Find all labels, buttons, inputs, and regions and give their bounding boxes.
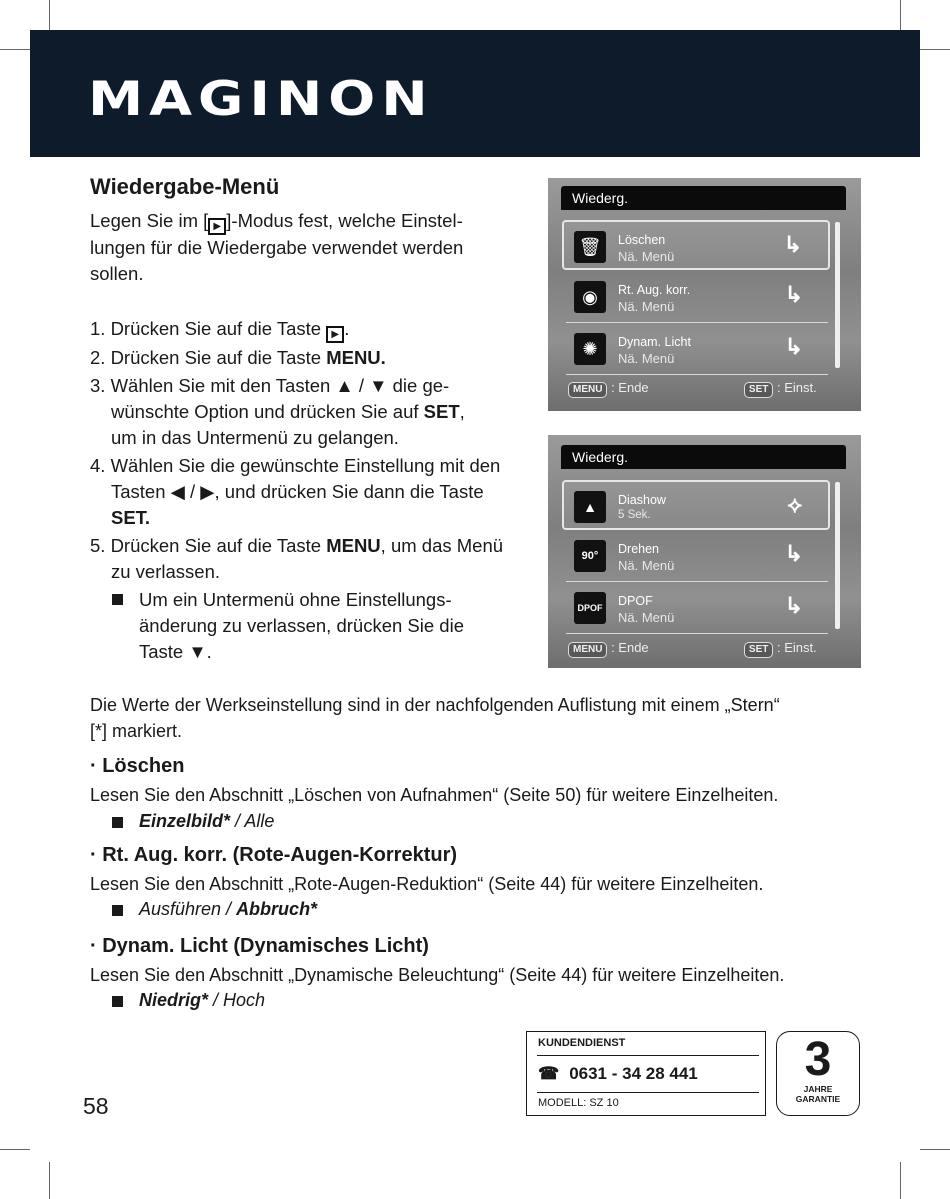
phone-number: 0631 - 34 28 441 — [569, 1064, 698, 1083]
section-desc-loeschen: Lesen Sie den Abschnitt „Löschen von Aufnahmen“ (Seite 50) für weitere Einzelheiten. — [90, 785, 779, 805]
option-bullet — [112, 905, 123, 916]
options-loeschen: Einzelbild* / Alle — [139, 811, 275, 831]
menu-key-badge: MENU — [568, 642, 607, 658]
crop-mark — [49, 1162, 50, 1199]
camera-screen-1 — [548, 178, 861, 411]
menu-divider — [566, 581, 828, 582]
service-phone — [538, 1064, 698, 1084]
menu-divider — [566, 322, 828, 323]
menu-row-label: Dynam. Licht — [618, 335, 691, 349]
menu-scrollbar[interactable] — [835, 482, 840, 629]
menu-row-rotate[interactable] — [564, 531, 829, 581]
menu-row-label: DPOF — [618, 594, 653, 608]
dpof-icon: DPOF — [574, 592, 606, 624]
submenu-arrow-icon: ↳ — [784, 282, 803, 307]
note-line-3: Taste ▼. — [139, 641, 212, 662]
menu-row-label: Diashow — [618, 493, 666, 507]
submenu-arrow-icon: ↳ — [784, 334, 803, 359]
section-desc-red-eye: Lesen Sie den Abschnitt „Rote-Augen-Reduktion“ (Seite 44) für weitere Einzelheiten. — [90, 874, 764, 894]
submenu-arrow-icon: ↳ — [784, 593, 803, 618]
menu-row-sub: Nä. Menü — [618, 558, 675, 573]
warranty-label-2: GARANTIE — [795, 1094, 841, 1104]
menu-row-loeschen[interactable] — [562, 220, 830, 270]
menu-row-label: Löschen — [618, 233, 666, 247]
menu-row-sub: Nä. Menü — [618, 610, 675, 625]
crop-mark — [0, 49, 30, 50]
menu-row-red-eye[interactable] — [564, 272, 829, 322]
set-key-badge: SET — [744, 642, 773, 658]
step-4-line-1: 4. Wählen Sie die gewünschte Einstellung mit den — [90, 455, 501, 476]
section-title-dynamic-light: · Dynam. Licht (Dynamisches Licht) — [90, 935, 429, 957]
service-divider — [537, 1055, 759, 1056]
options-red-eye: Ausführen / Abbruch* — [139, 899, 318, 919]
warranty-years: 3 — [804, 1033, 832, 1086]
section-title-loeschen: · Löschen — [90, 755, 185, 777]
crop-mark — [49, 0, 50, 30]
note-line-1: Um ein Untermenü ohne Einstellungs- — [139, 589, 452, 610]
crop-mark — [920, 49, 950, 50]
set-key-badge: SET — [744, 382, 773, 398]
crop-mark — [900, 1162, 901, 1199]
page-number: 58 — [83, 1093, 109, 1119]
dynamic-light-icon: ✺ — [574, 333, 606, 365]
menu-divider — [566, 633, 828, 634]
screen-2-footer — [568, 640, 817, 658]
service-divider — [537, 1092, 759, 1093]
steps-list — [90, 316, 540, 665]
screen-1-footer — [568, 380, 817, 398]
menu-row-sub: Nä. Menü — [618, 299, 675, 314]
warranty-badge — [776, 1031, 860, 1116]
options-dynamic-light: Niedrig* / Hoch — [139, 990, 266, 1010]
rotate-icon: 90° — [574, 540, 606, 572]
screen-1-title: Wiederg. — [561, 186, 846, 210]
step-4-line-3: SET. — [111, 507, 151, 528]
section-title-red-eye: · Rt. Aug. korr. (Rote-Augen-Korrektur) — [90, 844, 458, 866]
intro-line-1: Legen Sie im [ ▶ ]-Modus fest, welche Einstel- — [90, 208, 530, 235]
menu-row-dpof[interactable] — [564, 583, 829, 633]
camera-screen-2 — [548, 435, 861, 668]
intro-line-3: sollen. — [90, 263, 144, 284]
crop-mark — [920, 1149, 950, 1150]
slideshow-interval-icon: ⟡ — [787, 492, 802, 517]
defaults-note — [90, 692, 870, 744]
menu-key-badge: MENU — [568, 382, 607, 398]
set-key-text: : Einst. — [777, 380, 817, 395]
step-4-line-2: Tasten ◀ / ▶, und drücken Sie dann die Taste — [111, 481, 484, 502]
menu-row-dynamic-light[interactable] — [564, 324, 829, 374]
trash-icon: 🗑 — [574, 231, 606, 263]
section-desc-dynamic-light: Lesen Sie den Abschnitt „Dynamische Beleuchtung“ (Seite 44) für weitere Einzelheiten. — [90, 965, 785, 985]
playback-key-icon: ▶ — [326, 326, 344, 343]
brand-logo: MAGINON — [88, 72, 434, 127]
step-1: 1. Drücken Sie auf die Taste ▶ . — [90, 316, 540, 343]
menu-row-sub: Nä. Menü — [618, 351, 675, 366]
submenu-arrow-icon: ↳ — [783, 232, 802, 257]
step-3-line-3: um in das Untermenü zu gelangen. — [111, 427, 399, 448]
page-heading: Wiedergabe-Menü — [90, 174, 280, 199]
menu-row-slideshow[interactable] — [562, 480, 830, 530]
step-5-line-1: 5. Drücken Sie auf die Taste MENU, um das Menü — [90, 535, 504, 556]
menu-row-sub: 5 Sek. — [618, 509, 651, 521]
menu-row-label: Drehen — [618, 542, 659, 556]
note-line-2: änderung zu verlassen, drücken Sie die — [139, 615, 464, 636]
slideshow-icon: ▲ — [574, 491, 606, 523]
menu-key-text: : Ende — [611, 380, 649, 395]
set-key-text: : Einst. — [777, 640, 817, 655]
warranty-label-1: JAHRE — [803, 1084, 833, 1094]
red-eye-icon: ◉ — [574, 281, 606, 313]
note-bullet — [112, 594, 123, 605]
customer-service-box — [526, 1031, 766, 1116]
service-title: KUNDENDIENST — [538, 1037, 626, 1049]
step-3-line-2: wünschte Option und drücken Sie auf SET, — [111, 401, 465, 422]
step-3-line-1: 3. Wählen Sie mit den Tasten ▲ / ▼ die ge- — [90, 375, 450, 396]
crop-mark — [900, 0, 901, 30]
option-bullet — [112, 817, 123, 828]
defaults-note-line-1: Die Werte der Werkseinstellung sind in der nachfolgenden Auflistung mit einem „Stern“ — [90, 695, 780, 715]
playback-mode-icon: ▶ — [208, 218, 226, 235]
screen-2-title: Wiederg. — [561, 445, 846, 469]
menu-key-text: : Ende — [611, 640, 649, 655]
submenu-arrow-icon: ↳ — [784, 541, 803, 566]
intro-paragraph — [90, 208, 530, 287]
menu-divider — [566, 374, 828, 375]
service-model: MODELL: SZ 10 — [538, 1097, 619, 1109]
step-2: 2. Drücken Sie auf die Taste MENU. — [90, 347, 386, 368]
menu-row-label: Rt. Aug. korr. — [618, 283, 691, 297]
option-bullet — [112, 996, 123, 1007]
menu-row-sub: Nä. Menü — [618, 249, 675, 264]
menu-scrollbar[interactable] — [835, 222, 840, 368]
phone-icon: ☎ — [538, 1064, 560, 1083]
defaults-note-line-2: [*] markiert. — [90, 721, 183, 741]
step-5-line-2: zu verlassen. — [111, 561, 220, 582]
intro-line-2: lungen für die Wiedergabe verwendet werden — [90, 237, 464, 258]
crop-mark — [0, 1149, 30, 1150]
